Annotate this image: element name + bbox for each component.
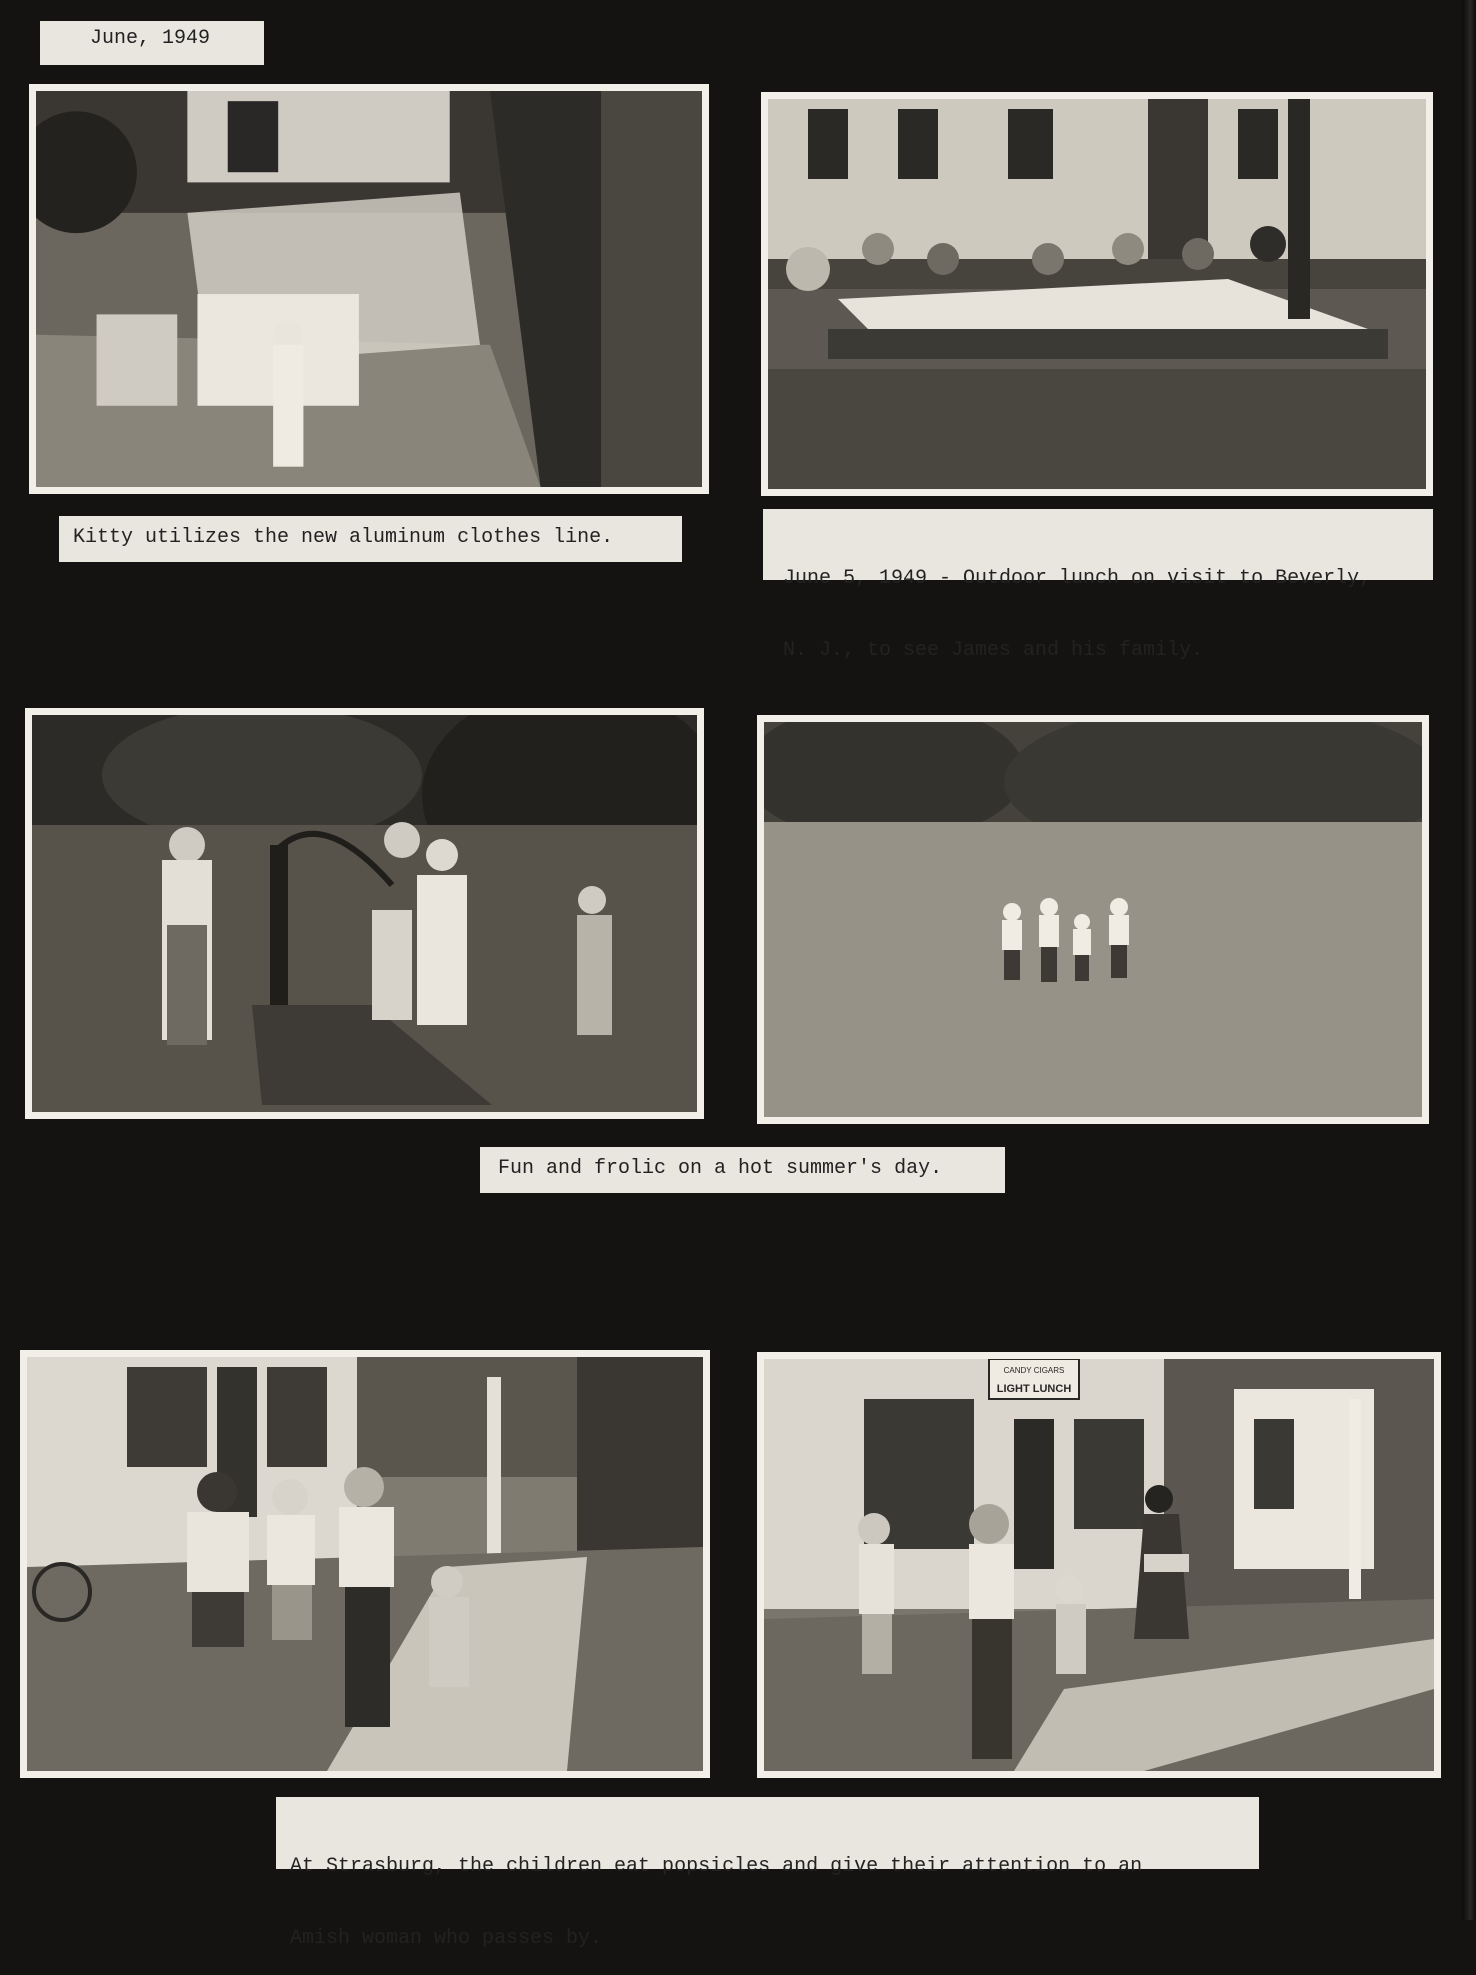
store-sign-top: CANDY CIGARS [1003,1366,1065,1375]
photo-running-girls [757,715,1429,1124]
photo-water-pump [25,708,704,1119]
photo-strasburg-store [757,1352,1441,1778]
caption-summer-day: Fun and frolic on a hot summer's day. [480,1147,1005,1193]
album-page-edge [1462,0,1476,1920]
caption-clothesline: Kitty utilizes the new aluminum clothes line. [59,516,682,562]
photo-clothesline [29,84,709,494]
caption-outdoor-lunch [763,509,1433,662]
photo-popsicles [20,1350,710,1778]
photo-outdoor-lunch [761,92,1433,496]
caption-outdoor-lunch-line2: N. J., to see James and his family. [783,639,1204,662]
caption-strasburg-line1: At Strasburg, the children eat popsicles and give their attention to an [290,1855,1143,1878]
caption-strasburg-line2: Amish woman who passes by. [290,1927,603,1950]
caption-strasburg [276,1797,1259,1950]
caption-outdoor-lunch-line1: June 5, 1949 - Outdoor lunch on visit to Beverly, [783,567,1372,590]
date-label: June, 1949 [40,21,264,65]
store-sign-main: LIGHT LUNCH [996,1383,1072,1395]
